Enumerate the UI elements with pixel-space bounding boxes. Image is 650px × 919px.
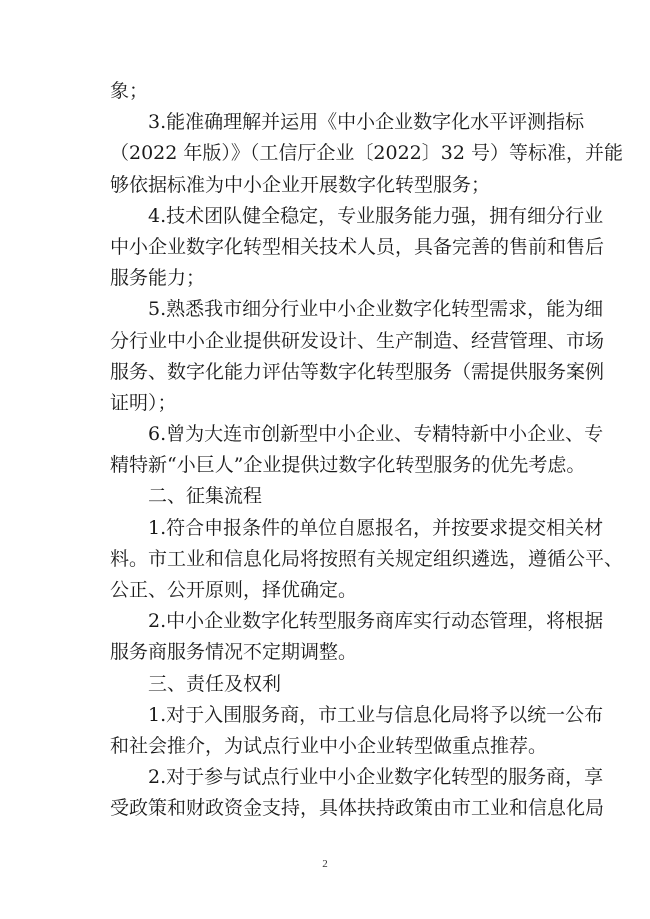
document-body xyxy=(110,76,624,825)
paragraph-process-1 xyxy=(110,513,624,607)
text-line: 和社会推介，为试点行业中小企业转型做重点推荐。 xyxy=(110,734,548,757)
text-line: 服务、数字化能力评估等数字化转型服务（需提供服务案例 xyxy=(110,360,605,383)
text-line: 2.中小企业数字化转型服务商库实行动态管理，将根据 xyxy=(148,610,604,633)
text-line: 够依据标准为中小企业开展数字化转型服务； xyxy=(110,173,491,196)
text-line: 3.能准确理解并运用《中小企业数字化水平评测指标 xyxy=(148,111,585,134)
text-line: 1.对于入围服务商，市工业与信息化局将予以统一公布 xyxy=(148,703,604,726)
paragraph-rights-1 xyxy=(110,700,604,762)
text-line: 精特新“小巨人”企业提供过数字化转型服务的优先考虑。 xyxy=(110,454,586,477)
text-line: 2.对于参与试点行业中小企业数字化转型的服务商，享 xyxy=(148,766,604,789)
text-line: 服务能力； xyxy=(110,267,206,290)
paragraph-criterion-3 xyxy=(110,107,623,201)
text-line: 受政策和财政资金支持，具体扶持政策由市工业和信息化局 xyxy=(110,797,605,820)
paragraph-rights-2 xyxy=(110,762,605,824)
text-line: （2022 年版）》（工信厅企业〔2022〕32 号）等标准，并能 xyxy=(110,142,623,165)
paragraph-criterion-4 xyxy=(110,201,605,295)
text-line: 料。市工业和信息化局将按照有关规定组织遴选，遵循公平、 xyxy=(110,547,624,570)
text-line: 5.熟悉我市细分行业中小企业数字化转型需求，能为细 xyxy=(148,298,604,321)
paragraph-continuation xyxy=(110,76,558,107)
section-heading-collection-process: 二、征集流程 xyxy=(148,485,263,508)
paragraph-process-2 xyxy=(110,606,604,668)
text-line: 证明）； xyxy=(110,391,177,414)
text-line: 象； xyxy=(110,80,149,102)
section-heading-responsibilities: 三、责任及权利 xyxy=(148,672,282,695)
text-line: 中小企业数字化转型相关技术人员，具备完善的售前和售后 xyxy=(110,235,605,258)
paragraph-criterion-6 xyxy=(110,419,604,481)
text-line: 公正、公开原则，择优确定。 xyxy=(110,579,358,601)
text-line: 6.曾为大连市创新型中小企业、专精特新中小企业、专 xyxy=(148,423,604,446)
text-line: 1.符合申报条件的单位自愿报名，并按要求提交相关材 xyxy=(148,516,604,539)
paragraph-criterion-5 xyxy=(110,294,605,419)
text-line: 4.技术团队健全稳定，专业服务能力强，拥有细分行业 xyxy=(148,204,604,227)
page-number: 2 xyxy=(322,858,328,870)
text-line: 服务商服务情况不定期调整。 xyxy=(110,641,358,664)
text-line: 分行业中小企业提供研发设计、生产制造、经营管理、市场 xyxy=(110,329,605,352)
